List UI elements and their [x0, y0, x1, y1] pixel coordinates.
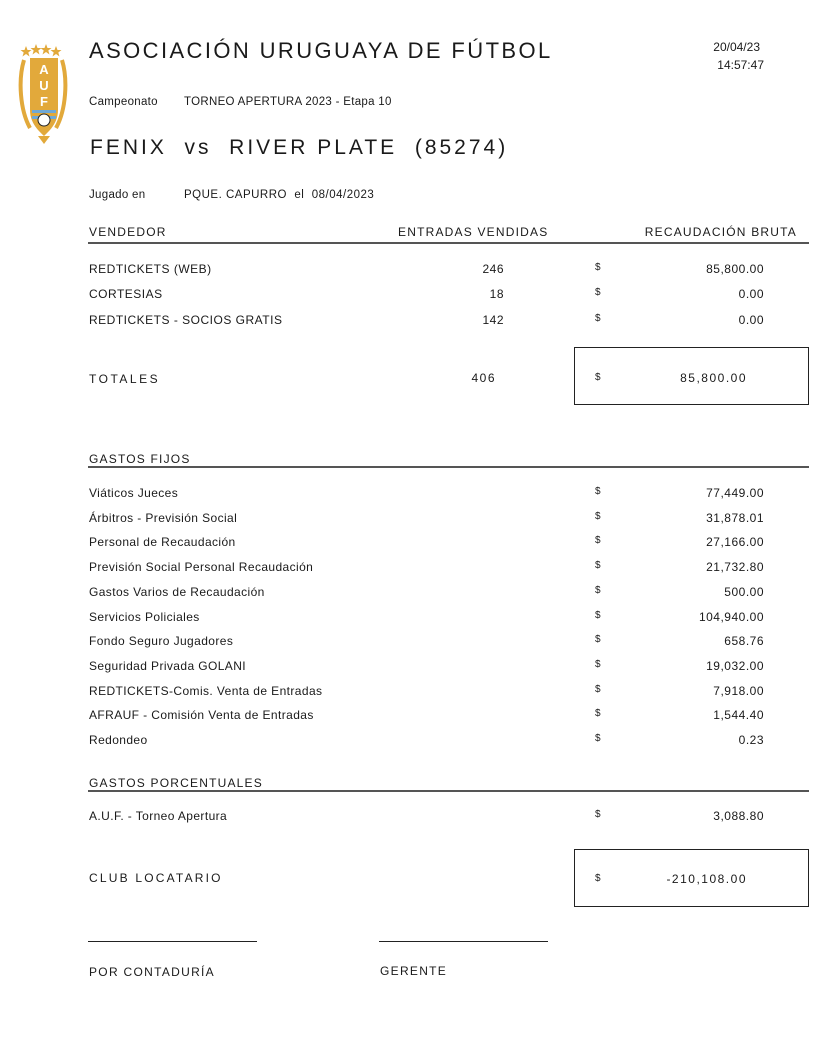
gasto-label: Gastos Varios de Recaudación [89, 585, 265, 599]
club-label: CLUB LOCATARIO [89, 871, 223, 885]
print-date: 20/04/23 [713, 40, 760, 54]
gasto-label: Árbitros - Previsión Social [89, 511, 238, 525]
monto-value: 0.00 [738, 313, 764, 327]
jugado-label: Jugado en [89, 189, 146, 201]
col-entradas: ENTRADAS VENDIDAS [398, 225, 549, 239]
gasto-label: Fondo Seguro Jugadores [89, 634, 234, 648]
gasto-monto: 3,088.80 [713, 809, 764, 823]
gasto-monto: 0.23 [738, 733, 764, 747]
gastos-fijos-title: GASTOS FIJOS [89, 452, 191, 466]
campeonato-value: TORNEO APERTURA 2023 - Etapa 10 [184, 96, 392, 108]
totales-monto: 85,800.00 [680, 371, 747, 385]
firma-contaduria-label: POR CONTADURÍA [89, 965, 215, 979]
firma-gerente-label: GERENTE [380, 964, 448, 978]
gasto-monto: 77,449.00 [706, 486, 764, 500]
totales-currency: $ [595, 372, 602, 383]
gasto-monto: 658.76 [724, 634, 764, 648]
gasto-label: Servicios Policiales [89, 610, 200, 624]
gastos-porcentuales-rule [88, 790, 809, 792]
currency-symbol: $ [595, 634, 602, 645]
gasto-monto: 19,032.00 [706, 659, 764, 673]
firma-gerente-line [379, 941, 548, 942]
gasto-monto: 104,940.00 [698, 610, 764, 624]
match-title: FENIX vs RIVER PLATE (85274) [90, 136, 509, 159]
campeonato-label: Campeonato [89, 96, 158, 108]
currency-symbol: $ [595, 809, 602, 820]
gasto-label: Previsión Social Personal Recaudación [89, 560, 314, 574]
gasto-label: A.U.F. - Torneo Apertura [89, 809, 228, 823]
org-title: ASOCIACIÓN URUGUAYA DE FÚTBOL [89, 38, 553, 63]
entradas-count: 18 [489, 287, 504, 301]
vendedor-name: CORTESIAS [89, 287, 163, 301]
svg-text:A: A [39, 62, 49, 77]
currency-symbol: $ [595, 560, 602, 571]
currency-symbol: $ [595, 659, 602, 670]
currency-symbol: $ [595, 486, 602, 497]
gasto-monto: 31,878.01 [706, 511, 764, 525]
col-recaudacion: RECAUDACIÓN BRUTA [644, 225, 797, 239]
currency-symbol: $ [595, 313, 602, 324]
totales-label: TOTALES [89, 372, 161, 386]
currency-symbol: $ [595, 585, 602, 596]
gasto-monto: 27,166.00 [706, 535, 764, 549]
gasto-monto: 7,918.00 [713, 684, 764, 698]
firma-contaduria-line [88, 941, 257, 942]
svg-text:F: F [40, 94, 48, 109]
svg-text:U: U [39, 78, 49, 93]
print-time: 14:57:47 [717, 58, 764, 72]
gasto-label: Personal de Recaudación [89, 535, 236, 549]
gasto-label: REDTICKETS-Comis. Venta de Entradas [89, 684, 323, 698]
currency-symbol: $ [595, 684, 602, 695]
gasto-label: Redondeo [89, 733, 148, 747]
vendedor-name: REDTICKETS - SOCIOS GRATIS [89, 313, 283, 327]
currency-symbol: $ [595, 262, 602, 273]
club-currency: $ [595, 873, 602, 884]
gasto-monto: 1,544.40 [713, 708, 764, 722]
col-vendedor: VENDEDOR [89, 225, 167, 239]
vendedor-name: REDTICKETS (WEB) [89, 262, 212, 276]
monto-value: 0.00 [738, 287, 764, 301]
gasto-monto: 500.00 [724, 585, 764, 599]
currency-symbol: $ [595, 733, 602, 744]
jugado-value: PQUE. CAPURRO el 08/04/2023 [184, 189, 375, 201]
currency-symbol: $ [595, 610, 602, 621]
currency-symbol: $ [595, 287, 602, 298]
gasto-label: Seguridad Privada GOLANI [89, 659, 247, 673]
monto-value: 85,800.00 [706, 262, 764, 276]
currency-symbol: $ [595, 511, 602, 522]
club-monto: -210,108.00 [666, 872, 747, 886]
auf-logo [18, 40, 70, 146]
gasto-monto: 21,732.80 [706, 560, 764, 574]
gastos-fijos-rule [88, 466, 809, 468]
entradas-count: 142 [482, 313, 504, 327]
gasto-label: AFRAUF - Comisión Venta de Entradas [89, 708, 314, 722]
entradas-count: 246 [482, 262, 504, 276]
gastos-porcentuales-title: GASTOS PORCENTUALES [89, 776, 263, 790]
currency-symbol: $ [595, 535, 602, 546]
ventas-header-rule [88, 242, 809, 244]
currency-symbol: $ [595, 708, 602, 719]
gasto-label: Viáticos Jueces [89, 486, 179, 500]
totales-entradas: 406 [471, 371, 496, 385]
